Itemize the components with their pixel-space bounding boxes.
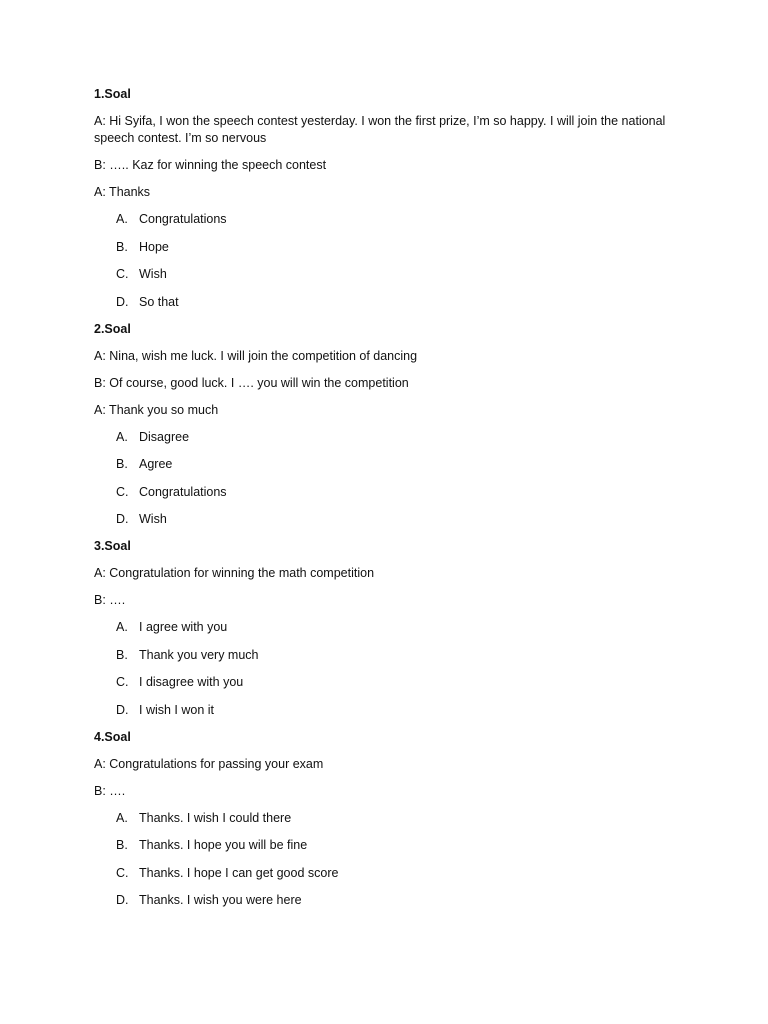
option-text: I agree with you: [139, 620, 228, 634]
option-letter: C.: [116, 267, 129, 281]
option-letter: A.: [116, 810, 128, 825]
answer-option: [94, 456, 674, 473]
option-text: I wish I won it: [139, 702, 215, 717]
option-text: I disagree with you: [139, 675, 244, 689]
option-letter: D.: [116, 702, 129, 717]
option-text: Agree: [139, 457, 173, 471]
answer-option: [94, 266, 674, 283]
answer-option: [94, 892, 674, 909]
answer-option: [94, 211, 674, 228]
answer-option: [94, 674, 674, 691]
option-letter: D.: [116, 294, 129, 309]
option-text: Thanks. I hope I can get good score: [139, 865, 339, 880]
option-text: Thanks. I wish I could there: [139, 810, 292, 825]
option-letter: C.: [116, 865, 129, 880]
option-text: Disagree: [139, 429, 190, 444]
question-title: 3.Soal: [94, 539, 131, 553]
option-text: Thanks. I hope you will be fine: [139, 838, 308, 852]
option-letter: A.: [116, 620, 128, 634]
answer-option: [94, 239, 674, 256]
answer-option: [94, 484, 674, 501]
dialogue-line: A: Hi Syifa, I won the speech contest yesterday. I won the first prize, I’m so happy. I will join the national speech contest. I’m so nervous: [94, 114, 666, 145]
answer-option: [94, 810, 674, 827]
option-letter: B.: [116, 239, 128, 254]
answer-option: [94, 429, 674, 446]
option-text: Wish: [139, 267, 167, 281]
question-2: [94, 321, 674, 529]
question-title: 4.Soal: [94, 729, 131, 744]
option-text: Wish: [139, 512, 167, 526]
option-text: So that: [139, 294, 179, 309]
option-letter: A.: [116, 212, 128, 226]
answer-option: [94, 511, 674, 528]
option-letter: D.: [116, 512, 129, 526]
dialogue-line: A: Thanks: [94, 185, 151, 199]
question-4: [94, 729, 674, 910]
option-letter: B.: [116, 457, 128, 471]
option-letter: B.: [116, 647, 128, 662]
dialogue-line: A: Thank you so much: [94, 402, 219, 417]
dialogue-line: A: Congratulations for passing your exam: [94, 756, 324, 771]
answer-options: [94, 211, 674, 311]
option-text: Congratulations: [139, 484, 227, 499]
dialogue-line: A: Nina, wish me luck. I will join the competition of dancing: [94, 348, 418, 363]
dialogue-line: B: Of course, good luck. I …. you will win the competition: [94, 375, 409, 390]
answer-option: [94, 647, 674, 664]
option-letter: D.: [116, 893, 129, 907]
answer-option: [94, 619, 674, 636]
option-letter: C.: [116, 484, 129, 499]
option-text: Hope: [139, 239, 169, 254]
answer-options: [94, 810, 674, 910]
answer-option: [94, 702, 674, 719]
option-letter: B.: [116, 838, 128, 852]
answer-option: [94, 837, 674, 854]
option-text: Thank you very much: [139, 647, 259, 662]
dialogue-line: B: ….: [94, 593, 126, 607]
question-1: [94, 86, 674, 311]
dialogue-line: A: Congratulation for winning the math competition: [94, 566, 375, 580]
option-letter: C.: [116, 675, 129, 689]
answer-option: [94, 294, 674, 311]
question-title: 1.Soal: [94, 87, 131, 101]
answer-option: [94, 865, 674, 882]
question-title: 2.Soal: [94, 321, 131, 336]
question-3: [94, 538, 674, 719]
dialogue-line: B: ….. Kaz for winning the speech contest: [94, 158, 327, 172]
answer-options: [94, 429, 674, 529]
option-text: Congratulations: [139, 212, 227, 226]
document-content: [94, 86, 674, 919]
option-letter: A.: [116, 429, 128, 444]
dialogue-line: B: ….: [94, 783, 126, 798]
option-text: Thanks. I wish you were here: [139, 893, 302, 907]
answer-options: [94, 619, 674, 719]
